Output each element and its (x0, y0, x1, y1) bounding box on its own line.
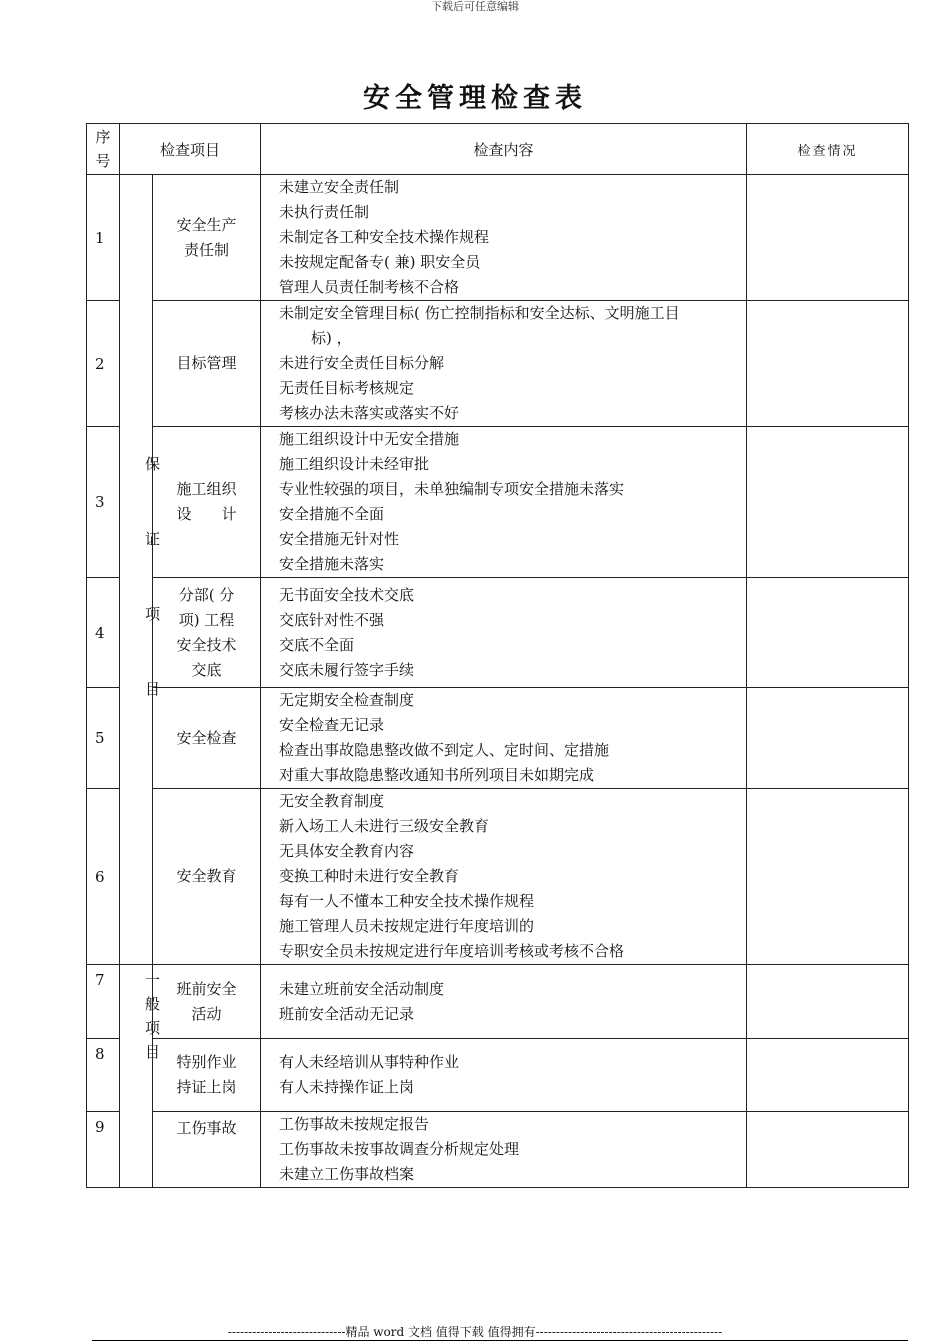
row-number: 6 (87, 789, 120, 965)
content-line: 安全检查无记录 (279, 716, 385, 734)
content-line: 标) ， (311, 329, 352, 347)
content-line: 考核办法未落实或落实不好 (279, 404, 460, 422)
check-content (261, 965, 747, 1039)
content-line: 工伤事故未按规定报告 (279, 1115, 430, 1133)
header-no: 序 号 (87, 124, 120, 175)
content-line: 施工管理人员未按规定进行年度培训的 (279, 917, 535, 935)
row-number: 5 (87, 688, 120, 789)
content-line: 施工组织设计未经审批 (279, 455, 430, 473)
content-line: 对重大事故隐患整改通知书所列项目未如期完成 (279, 766, 595, 784)
header-content: 检查内容 (261, 124, 747, 175)
check-item: 安全教育 (153, 789, 261, 965)
row-number: 8 (87, 1039, 120, 1112)
category-char: 证 (145, 530, 161, 548)
check-status-cell (747, 301, 909, 427)
check-content (261, 301, 747, 427)
category-char: 一 (145, 971, 161, 989)
check-content (261, 688, 747, 789)
content-line: 有人未持操作证上岗 (279, 1078, 415, 1096)
content-line: 交底不全面 (279, 635, 355, 654)
content-line: 检查出事故隐患整改做不到定人、定时间、定措施 (279, 741, 610, 759)
safety-check-table (86, 123, 909, 1188)
footer-text: -----------------------------精品 word 文档 值得下载 值得拥有---------------------------------------------- (227, 1325, 723, 1339)
check-status-cell (747, 175, 909, 301)
table-row (87, 175, 909, 301)
content-line: 未按规定配备专( 兼) 职安全员 (279, 253, 481, 271)
category-char: 保 (145, 455, 161, 473)
content-line: 无定期安全检查制度 (279, 691, 415, 709)
category-general (120, 965, 161, 1188)
header-item: 检查项目 (120, 124, 261, 175)
row-number: 1 (87, 175, 120, 301)
category-char: 目 (145, 680, 161, 698)
content-line: 安全措施不全面 (279, 505, 385, 523)
content-line: 工伤事故未按事故调查分析规定处理 (279, 1140, 520, 1158)
check-item: 分部( 分 项) 工程 安全技术 交底 (153, 578, 261, 688)
check-content (261, 1039, 747, 1112)
content-line: 无具体安全教育内容 (279, 842, 415, 860)
content-line: 未进行安全责任目标分解 (279, 354, 445, 372)
check-item: 特别作业 持证上岗 (153, 1039, 261, 1112)
check-status-cell (747, 427, 909, 578)
content-line: 新入场工人未进行三级安全教育 (279, 817, 490, 835)
content-line: 安全措施无针对性 (279, 530, 400, 548)
header-status: 检查情况 (747, 124, 909, 175)
content-line: 专业性较强的项目，未单独编制专项安全措施未落实 (279, 480, 625, 498)
check-status-cell (747, 688, 909, 789)
check-status-cell (747, 789, 909, 965)
row-number: 2 (87, 301, 120, 427)
document-title: 安全管理检查表 (363, 83, 587, 114)
category-char: 般 (145, 995, 161, 1013)
check-item: 工伤事故 (153, 1112, 261, 1188)
footer-rule (92, 1340, 908, 1341)
content-line: 无责任目标考核规定 (279, 379, 415, 397)
content-line: 无书面安全技术交底 (279, 585, 415, 604)
content-line: 变换工种时未进行安全教育 (279, 867, 460, 885)
content-line: 未制定安全管理目标( 伤亡控制指标和安全达标、文明施工目 (279, 304, 680, 322)
content-line: 未建立班前安全活动制度 (279, 979, 445, 998)
table-row (87, 1039, 909, 1112)
check-item: 安全检查 (153, 688, 261, 789)
content-line: 无安全教育制度 (279, 792, 385, 810)
content-line: 交底针对性不强 (279, 610, 385, 629)
category-char: 项 (145, 605, 161, 623)
table-row (87, 301, 909, 427)
content-line: 未制定各工种安全技术操作规程 (279, 228, 490, 246)
row-number: 4 (87, 578, 120, 688)
content-line: 班前安全活动无记录 (279, 1004, 415, 1023)
table-header-row (87, 124, 909, 175)
check-content (261, 427, 747, 578)
content-line: 专职安全员未按规定进行年度培训考核或考核不合格 (279, 942, 625, 960)
check-item: 施工组织 设 计 (153, 427, 261, 578)
check-item: 班前安全 活动 (153, 965, 261, 1039)
row-number: 9 (87, 1112, 120, 1188)
content-line: 未建立安全责任制 (279, 178, 400, 196)
content-line: 未建立工伤事故档案 (279, 1165, 415, 1183)
check-content (261, 789, 747, 965)
check-item: 目标管理 (153, 301, 261, 427)
check-status-cell (747, 1039, 909, 1112)
check-item: 安全生产 责任制 (153, 175, 261, 301)
content-line: 管理人员责任制考核不合格 (279, 278, 460, 296)
category-guarantee (120, 175, 161, 965)
category-char: 项 (145, 1019, 161, 1037)
content-line: 交底未履行签字手续 (279, 660, 415, 679)
content-line: 安全措施未落实 (279, 555, 385, 573)
check-status-cell (747, 965, 909, 1039)
table-row (87, 789, 909, 965)
check-content (261, 175, 747, 301)
table-row (87, 1112, 909, 1188)
table-row (87, 578, 909, 688)
table-row (87, 688, 909, 789)
category-char: 目 (145, 1043, 161, 1061)
content-line: 未执行责任制 (279, 203, 370, 221)
content-line: 每有一人不懂本工种安全技术操作规程 (279, 892, 535, 910)
check-status-cell (747, 578, 909, 688)
check-status-cell (747, 1112, 909, 1188)
header-note: 下载后可任意编辑 (431, 0, 519, 13)
table-row (87, 965, 909, 1039)
content-line: 有人未经培训从事特种作业 (279, 1053, 460, 1071)
table-row (87, 427, 909, 578)
check-content (261, 578, 747, 688)
row-number: 3 (87, 427, 120, 578)
content-line: 施工组织设计中无安全措施 (279, 430, 460, 448)
check-content (261, 1112, 747, 1188)
row-number: 7 (87, 965, 120, 1039)
